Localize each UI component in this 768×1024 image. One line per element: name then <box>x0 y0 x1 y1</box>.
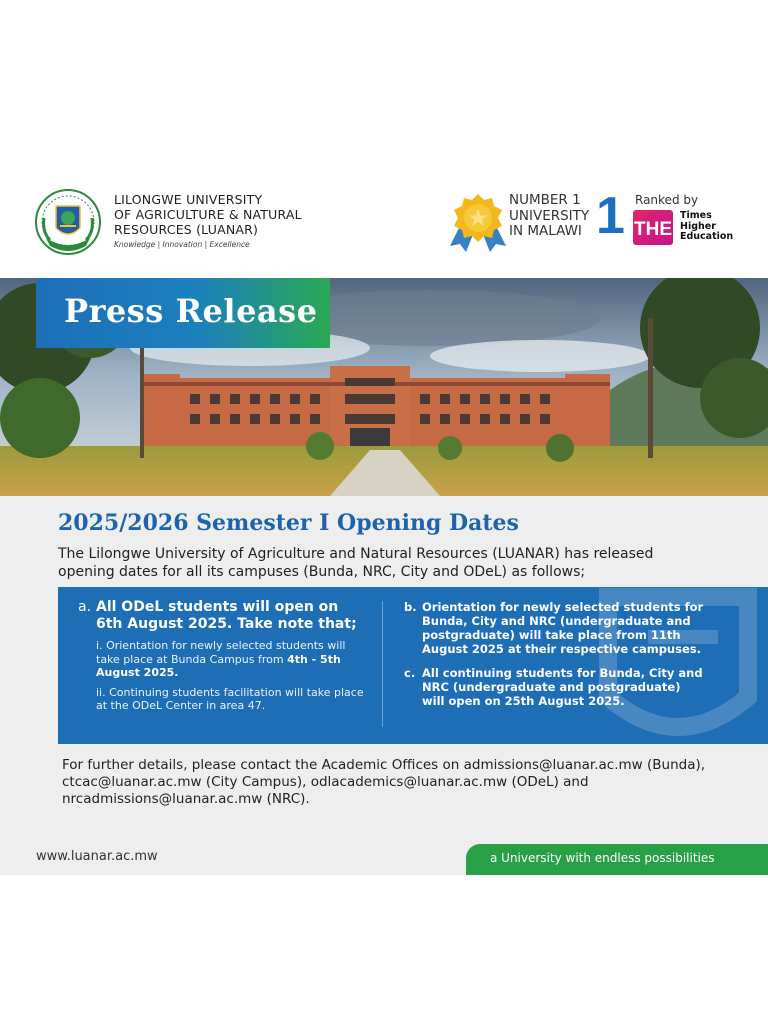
press-release-banner <box>36 278 330 348</box>
intro-paragraph: The Lilongwe University of Agriculture and Natural Resources (LUANAR) has released opening dates for all its campuses (Bunda, NRC, City and ODeL) as follows; <box>58 546 654 580</box>
item-a-sub-ii <box>96 686 368 713</box>
item-a-odel <box>78 599 368 713</box>
press-release-poster <box>0 150 768 875</box>
item-a-sub-ii-text: Continuing students facilitation will take place at the ODeL Center in area 47. <box>96 685 364 712</box>
university-motto: Knowledge | Innovation | Excellence <box>114 240 250 249</box>
headline: 2025/2026 Semester I Opening Dates <box>58 510 519 536</box>
award-medal-icon <box>446 192 510 254</box>
item-a-sub-i-text: Orientation for newly selected students will take place at Bunda Campus from <box>96 639 346 666</box>
university-name-line-1: LILONGWE UNIVERSITY <box>114 192 263 207</box>
website-url: www.luanar.ac.mw <box>36 849 158 864</box>
luanar-crest-icon <box>34 188 102 256</box>
contact-paragraph: For further details, please contact the Academic Offices on admissions@luanar.ac.mw (Bunda), ctcac@luanar.ac.mw (City Campus), odlacademics@luanar.ac.mw (ODeL) and nrcadmissions@luanar.ac.mw (NRC). <box>62 757 706 807</box>
item-a-sub-ii-marker: ii. <box>96 685 106 699</box>
item-a-sub-i-dates: 4th - 5th August 2025. <box>96 652 341 679</box>
the-label <box>680 211 733 243</box>
item-c-marker: c. <box>404 666 416 680</box>
number-one-line-1: NUMBER 1 <box>509 192 581 208</box>
number-one-line-3: IN MALAWI <box>509 223 582 239</box>
number-one-text <box>509 193 589 240</box>
the-abbr-text: THE <box>634 219 672 240</box>
tagline-text: a University with endless possibilities <box>490 851 715 865</box>
university-name <box>114 192 334 237</box>
item-a-sub-i-marker: i. <box>96 639 103 652</box>
the-label-line-2: Higher <box>680 220 716 232</box>
big-number-one: 1 <box>596 187 625 245</box>
item-a-marker: a. <box>78 599 92 615</box>
item-a-heading: All ODeL students will open on 6th August 2025. Take note that; <box>96 599 357 632</box>
tagline-bar <box>466 844 768 875</box>
press-release-title: Press Release <box>64 292 318 330</box>
item-c-continuing <box>404 666 704 708</box>
university-name-line-3: RESOURCES (LUANAR) <box>114 222 259 237</box>
number-one-line-2: UNIVERSITY <box>509 207 590 224</box>
column-divider <box>382 601 383 727</box>
item-b-orientation <box>404 600 704 656</box>
ranked-by-label: Ranked by <box>635 193 699 207</box>
items-b-c <box>404 600 704 718</box>
item-b-text: Orientation for newly selected students for Bunda, City and NRC (undergraduate and postgraduate) will take place from 11th August 2025 at their respective campuses. <box>422 600 704 656</box>
the-label-line-1: Times <box>680 210 712 221</box>
the-label-line-3: Education <box>680 231 734 242</box>
the-logo-icon <box>633 210 673 245</box>
university-name-line-2: OF AGRICULTURE & NATURAL <box>114 207 302 222</box>
item-a-sub-i <box>96 639 368 680</box>
item-c-text: All continuing students for Bunda, City and NRC (undergraduate and postgraduate) will open on 25th August 2025. <box>422 666 703 708</box>
item-b-marker: b. <box>404 600 417 614</box>
header <box>0 150 768 278</box>
opening-dates-box <box>58 587 768 744</box>
